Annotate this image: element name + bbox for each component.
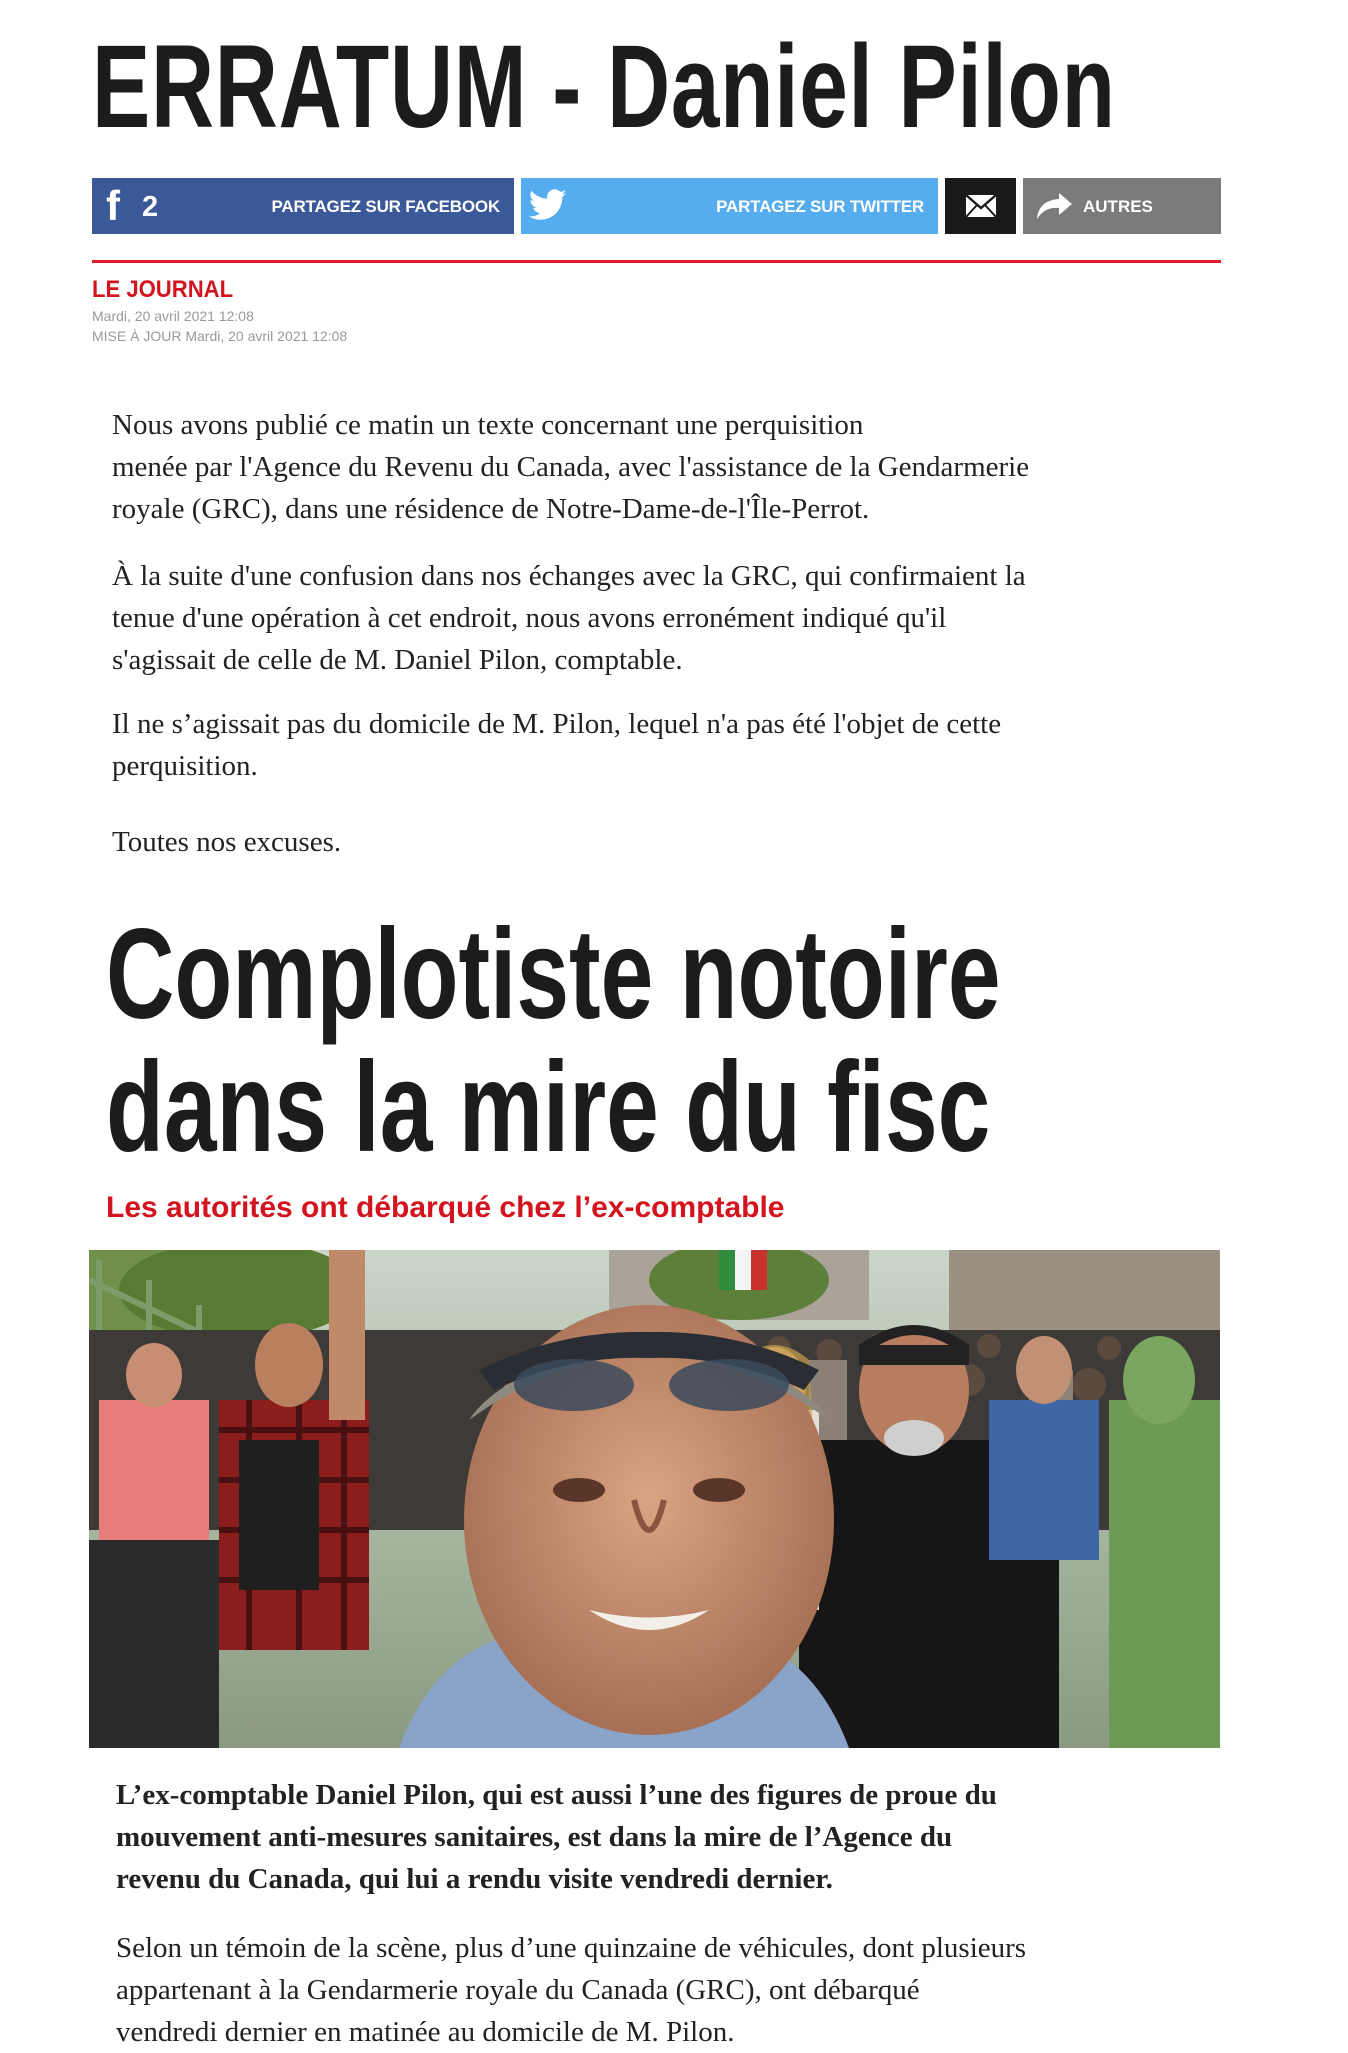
share-facebook-label: PARTAGEZ SUR FACEBOOK [271, 197, 500, 216]
text-line: vendredi dernier en matinée au domicile de M. Pilon. [116, 2016, 735, 2048]
article-photo [89, 1250, 1220, 1748]
share-twitter-label: PARTAGEZ SUR TWITTER [716, 197, 924, 216]
facebook-share-count: 2 [142, 191, 159, 223]
share-facebook-button[interactable] [92, 178, 514, 234]
share-arrow-icon [1035, 191, 1073, 221]
twitter-icon [529, 188, 567, 222]
text-line: Nous avons publié ce matin un texte concernant une perquisition [112, 409, 864, 441]
text-line: perquisition. [112, 750, 258, 782]
published-date: Mardi, 20 avril 2021 12:08 [92, 308, 254, 324]
share-more-label: AUTRES [1083, 197, 1153, 216]
text-line: s'agissait de celle de M. Daniel Pilon, comptable. [112, 644, 683, 676]
erratum-paragraph-1 [112, 404, 1222, 530]
story-lead [116, 1774, 1226, 1900]
text-line: À la suite d'une confusion dans nos échanges avec la GRC, qui confirmaient la [112, 560, 1026, 592]
erratum-paragraph-4: Toutes nos excuses. [112, 826, 342, 858]
story-headline: Complotiste notoire dans la mire du fisc [106, 903, 1001, 1179]
text-line: appartenant à la Gendarmerie royale du Canada (GRC), ont débarqué [116, 1974, 920, 2006]
facebook-icon: f [106, 182, 120, 229]
section-divider [92, 260, 1221, 263]
text-line: tenue d'une opération à cet endroit, nous avons erronément indiqué qu'il [112, 602, 947, 634]
source-link[interactable]: LE JOURNAL [92, 276, 234, 303]
article-title: ERRATUM - Daniel Pilon [92, 21, 1116, 153]
text-line: L’ex-comptable Daniel Pilon, qui est aussi l’une des figures de proue du [116, 1779, 997, 1811]
updated-date: MISE À JOUR Mardi, 20 avril 2021 12:08 [92, 328, 348, 344]
text-line: mouvement anti-mesures sanitaires, est dans la mire de l’Agence du [116, 1821, 953, 1853]
story-subhead: Les autorités ont débarqué chez l’ex-comptable [106, 1191, 785, 1224]
text-line: menée par l'Agence du Revenu du Canada, avec l'assistance de la Gendarmerie [112, 451, 1030, 483]
share-email-button[interactable] [945, 178, 1016, 234]
text-line: royale (GRC), dans une résidence de Notre-Dame-de-l'Île-Perrot. [112, 493, 870, 525]
share-more-button[interactable] [1023, 178, 1221, 234]
share-bar [92, 178, 1221, 234]
protest-crowd-image [89, 1250, 1220, 1748]
story-paragraph-1 [116, 1927, 1226, 2053]
mail-icon [965, 194, 997, 218]
text-line: Selon un témoin de la scène, plus d’une quinzaine de véhicules, dont plusieurs [116, 1932, 1027, 1964]
text-line: Il ne s’agissait pas du domicile de M. Pilon, lequel n'a pas été l'objet de cette [112, 708, 1002, 740]
share-twitter-button[interactable] [521, 178, 938, 234]
text-line: revenu du Canada, qui lui a rendu visite vendredi dernier. [116, 1863, 833, 1895]
erratum-paragraph-3 [112, 703, 1222, 787]
erratum-paragraph-2 [112, 555, 1222, 681]
